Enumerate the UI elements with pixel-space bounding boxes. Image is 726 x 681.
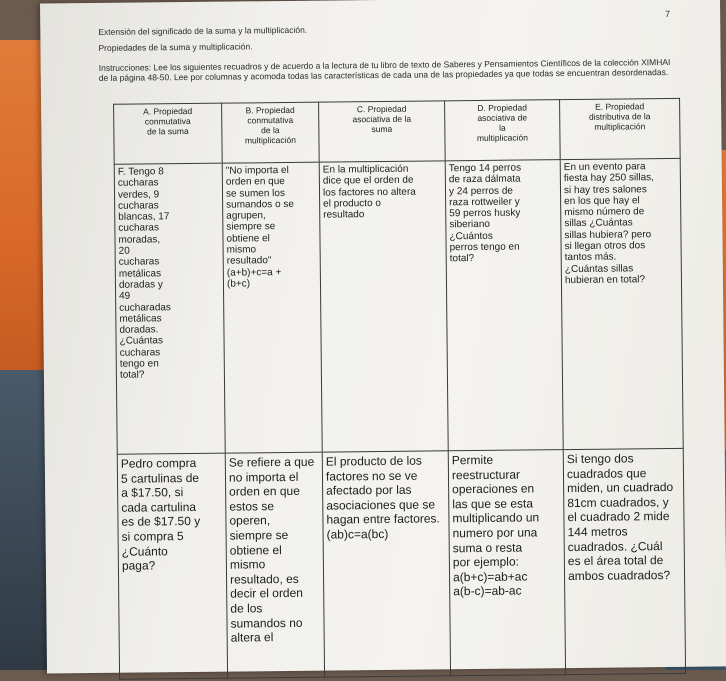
- table-cell: F. Tengo 8 cucharas verdes, 9 cucharas blancas, 17 cucharas moradas, 20 cucharas metálicas doradas y 49 cucharadas metálicas doradas. ¿Cuántas cucharas tengo en total?: [114, 163, 225, 454]
- table-cell: Pedro compra 5 cartulinas de a $17.50, si cada cartulina es de $17.50 y si compra 5 ¿Cuánto paga?: [117, 453, 227, 679]
- worksheet-header: [98, 21, 681, 83]
- table-cell: En un evento para fiesta hay 250 sillas, si hay tres salones en los que hay el mismo número de sillas ¿Cuántas sillas hubiera? pero si llegan otros dos tantos más. ¿Cuántas sillas hubieran en total?: [560, 158, 683, 449]
- table-cell: En la multiplicación dice que el orden de los factores no altera el producto o resultado: [319, 161, 448, 452]
- table-cell: Si tengo dos cuadrados que miden, un cuadrado 81cm cuadrados, y el cuadrado 2 mide 144 metros cuadrados. ¿Cuál es el área total de ambos cuadrados?: [563, 448, 685, 674]
- header-cell-a: A. Propiedad conmutativa de la suma: [114, 103, 223, 164]
- properties-table: [113, 98, 686, 680]
- table-header-row: [114, 98, 681, 164]
- table-cell: Tengo 14 perros de raza dálmata y 24 perros de raza rottweiler y 59 perros husky siberiano ¿Cuántos perros tengo en total?: [445, 160, 563, 451]
- worksheet-paper: [40, 0, 726, 674]
- page-number: 7: [665, 8, 671, 20]
- table-cell: El producto de los factores no se ve afectado por las asociaciones que se hagan entre factores. (ab)c=a(bc): [322, 451, 450, 677]
- header-cell-e: E. Propiedad distributiva de la multiplicación: [560, 98, 681, 159]
- table-row: [117, 448, 685, 679]
- table-cell: Permite reestructurar operaciones en las que se esta multiplicando un numero por una suma o resta por ejemplo: a(b+c)=ab+ac a(b-c)=ab-ac: [448, 450, 565, 676]
- header-cell-c: C. Propiedad asociativa de la suma: [319, 101, 446, 162]
- worksheet-instructions: Instrucciones: Lee los siguientes recuadros y de acuerdo a la lectura de tu libro de texto de Saberes y Pensamientos Científicos de la colección XIMHAI de la página 48-50. Lee por columnas y acomoda todas las características de cada una de las propiedades ya que todas se encuentran desordenadas.: [98, 56, 671, 83]
- header-cell-b: B. Propiedad conmutativa de la multiplicación: [222, 102, 320, 163]
- table-cell: "No importa el orden en que se sumen los sumandos o se agrupen, siempre se obtiene el mismo resultado" (a+b)+c=a + (b+c): [222, 162, 322, 453]
- worksheet-subtitle: Propiedades de la suma y multiplicación.: [98, 41, 253, 53]
- table-row: [114, 158, 683, 454]
- header-cell-d: D. Propiedad asociativa de la multiplicación: [445, 100, 561, 161]
- worksheet-title: Extensión del significado de la suma y la multiplicación.: [98, 24, 308, 37]
- table-cell: Se refiere a que no importa el orden en que estos se operen, siempre se obtiene el mismo resultado, es decir el orden de los sumandos no altera el: [225, 452, 324, 678]
